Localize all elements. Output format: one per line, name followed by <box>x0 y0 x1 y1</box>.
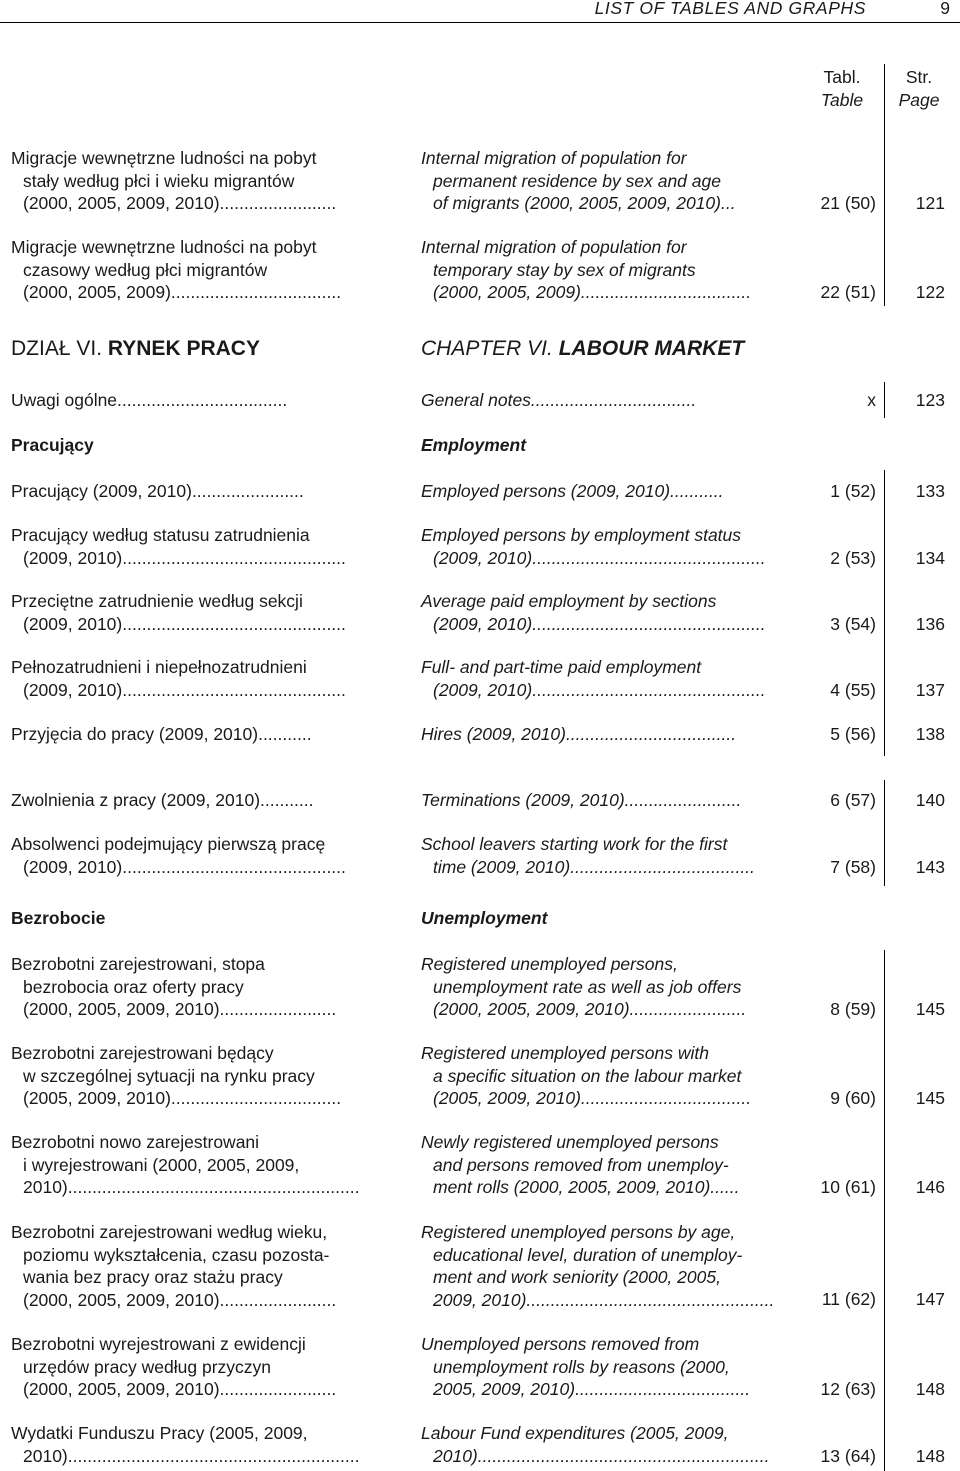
entry-title-en: Registered unemployed persons by age, educational level, duration of unemploy- ment and work seniority (2000, 2005, 2009, 2010)................................................... <box>421 1222 775 1310</box>
running-title: LIST OF TABLES AND GRAPHS <box>594 0 866 18</box>
page-ref: 123 <box>915 390 945 410</box>
table-number: x <box>867 390 876 410</box>
chapter-heading-en: CHAPTER VI. LABOUR MARKET <box>421 337 745 360</box>
page-number: 9 <box>940 0 950 18</box>
column-divider <box>884 950 885 1471</box>
page-ref: 138 <box>915 724 945 744</box>
page-ref: 133 <box>915 481 945 501</box>
table-column-heading: Tabl. Table <box>820 67 864 110</box>
entry-title-en: Terminations (2009, 2010)........................ <box>421 790 742 810</box>
table-number: 6 (57) <box>830 790 876 810</box>
page-ref: 140 <box>915 790 945 810</box>
entry-title-pl: Pracujący według statusu zatrudnienia (2009, 2010).............................................. <box>11 525 346 568</box>
subsection-heading-pl: Pracujący <box>11 435 94 455</box>
entry-title-pl: Przeciętne zatrudnienie według sekcji (2009, 2010).............................................. <box>11 591 346 634</box>
entry-title-pl: Bezrobotni zarejestrowani, stopa bezrobocia oraz oferty pracy (2000, 2005, 2009, 2010)........................ <box>11 954 337 1019</box>
entry-title-pl: Pełnozatrudnieni i niepełnozatrudnieni (2009, 2010).............................................. <box>11 657 346 700</box>
entry-title-en: Unemployed persons removed from unemployment rolls by reasons (2000, 2005, 2009, 2010).................................... <box>421 1334 751 1399</box>
page-ref: 143 <box>915 857 945 877</box>
entry-title-pl: Migracje wewnętrzne ludności na pobyt stały według płci i wieku migrantów (2000, 2005, 2009, 2010)........................ <box>11 148 337 213</box>
table-number: 3 (54) <box>830 614 876 634</box>
table-number: 2 (53) <box>830 548 876 568</box>
table-number: 1 (52) <box>830 481 876 501</box>
table-number: 8 (59) <box>830 999 876 1019</box>
page-ref: 136 <box>915 614 945 634</box>
page-ref: 145 <box>915 999 945 1019</box>
table-number: 11 (62) <box>821 1289 876 1309</box>
chapter-heading-pl: DZIAŁ VI. RYNEK PRACY <box>11 337 260 360</box>
entry-title-pl: Bezrobotni wyrejestrowani z ewidencji urzędów pracy według przyczyn (2000, 2005, 2009, 2010)........................ <box>11 1334 337 1399</box>
entry-title-en: School leavers starting work for the first time (2009, 2010)...................................... <box>421 834 755 877</box>
table-number: 21 (50) <box>820 193 876 213</box>
subsection-heading-en: Employment <box>421 435 527 455</box>
entry-title-pl: Przyjęcia do pracy (2009, 2010)........... <box>11 724 312 744</box>
page-column-heading: Str. Page <box>898 67 940 110</box>
entry-title-en: Labour Fund expenditures (2005, 2009, 2010)............................................................ <box>421 1423 770 1466</box>
entry-title-en: Internal migration of population for permanent residence by sex and age of migrants (2000, 2005, 2009, 2010)... <box>421 148 736 213</box>
column-divider <box>884 64 885 306</box>
entry-title-pl: Bezrobotni zarejestrowani według wieku, poziomu wykształcenia, czasu pozosta- wania bez pracy oraz stażu pracy (2000, 2005, 2009, 2010)........................ <box>11 1222 337 1310</box>
page-ref: 121 <box>915 193 945 213</box>
table-number: 13 (64) <box>820 1446 876 1466</box>
table-number: 5 (56) <box>830 724 876 744</box>
column-divider <box>884 780 885 886</box>
table-number: 4 (55) <box>830 680 876 700</box>
page-ref: 134 <box>915 548 945 568</box>
table-number: 22 (51) <box>820 282 876 302</box>
entry-title-en: Employed persons by employment status (2009, 2010)................................................ <box>421 525 766 568</box>
entry-title-pl: Wydatki Funduszu Pracy (2005, 2009, 2010)............................................................ <box>11 1423 360 1466</box>
entry-title-en: Internal migration of population for temporary stay by sex of migrants (2000, 2005, 2009)................................... <box>421 237 752 302</box>
subsection-heading-en: Unemployment <box>421 908 548 928</box>
entry-title-en: Full- and part-time paid employment (2009, 2010)................................................ <box>421 657 766 700</box>
entry-title-pl: Absolwenci podejmujący pierwszą pracę (2009, 2010).............................................. <box>11 834 346 877</box>
page-ref: 145 <box>915 1088 945 1108</box>
subsection-heading-pl: Bezrobocie <box>11 908 106 928</box>
table-number: 12 (63) <box>820 1379 876 1399</box>
column-divider <box>884 470 885 756</box>
entry-title-en: Hires (2009, 2010)................................... <box>421 724 737 744</box>
entry-title-pl: Bezrobotni zarejestrowani będący w szczególnej sytuacji na rynku pracy (2005, 2009, 2010)................................... <box>11 1043 342 1108</box>
column-divider <box>884 382 885 418</box>
table-number: 10 (61) <box>820 1177 876 1197</box>
table-number: 7 (58) <box>830 857 876 877</box>
entry-title-en: Employed persons (2009, 2010)........... <box>421 481 724 501</box>
entry-title-en: General notes.................................. <box>421 390 697 410</box>
page-ref: 146 <box>915 1177 945 1197</box>
entry-title-en: Registered unemployed persons, unemployment rate as well as job offers (2000, 2005, 2009, 2010)........................ <box>421 954 747 1019</box>
page-ref: 137 <box>915 680 945 700</box>
entry-title-pl: Uwagi ogólne................................... <box>11 390 288 410</box>
page-ref: 148 <box>915 1379 945 1399</box>
entry-title-pl: Migracje wewnętrzne ludności na pobyt czasowy według płci migrantów (2000, 2005, 2009)................................... <box>11 237 342 302</box>
page-ref: 148 <box>915 1446 945 1466</box>
entry-title-pl: Bezrobotni nowo zarejestrowani i wyrejestrowani (2000, 2005, 2009, 2010)............................................................ <box>11 1132 360 1197</box>
entry-title-en: Registered unemployed persons with a specific situation on the labour market (2005, 2009, 2010)................................... <box>421 1043 752 1108</box>
entry-title-en: Newly registered unemployed persons and persons removed from unemploy- ment rolls (2000, 2005, 2009, 2010)...... <box>421 1132 740 1197</box>
entry-title-pl: Pracujący (2009, 2010)....................... <box>11 481 304 501</box>
page-ref: 147 <box>915 1289 945 1309</box>
table-number: 9 (60) <box>830 1088 876 1108</box>
page-ref: 122 <box>915 282 945 302</box>
entry-title-en: Average paid employment by sections (2009, 2010)................................................ <box>421 591 766 634</box>
page-header <box>0 0 960 23</box>
entry-title-pl: Zwolnienia z pracy (2009, 2010)........... <box>11 790 314 810</box>
